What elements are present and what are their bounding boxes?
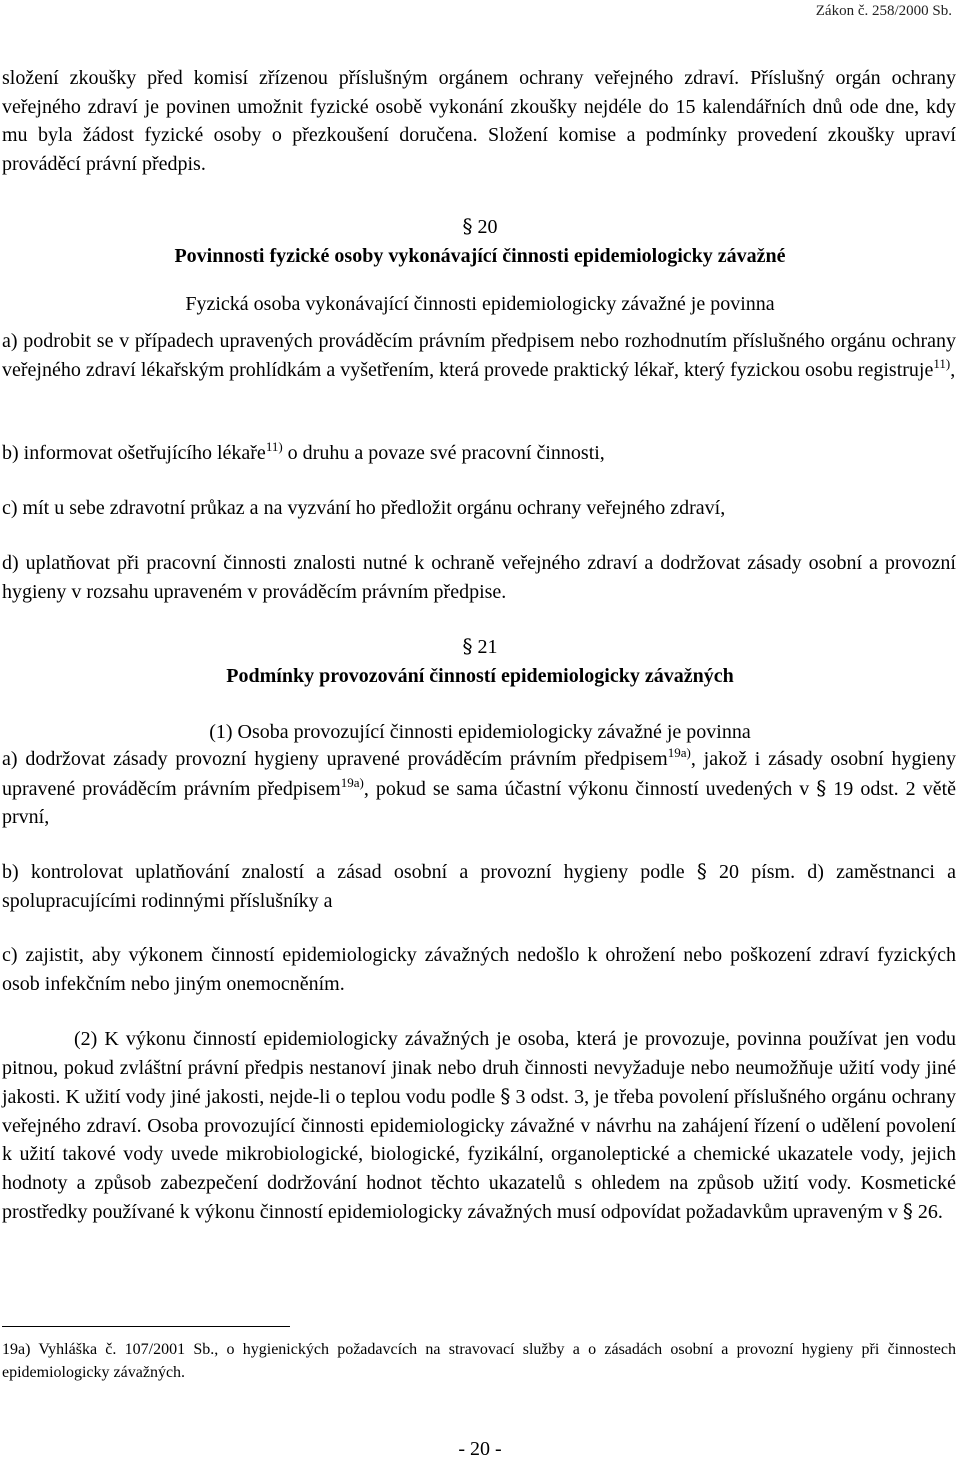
intro-paragraph: složení zkoušky před komisí zřízenou příslušným orgánem ochrany veřejného zdraví. Příslušný orgán ochrany veřejného zdraví je povinen umožnit fyzické osobě vykonání zkoušky nejdéle do 15 kalendářních dnů ode dne, kdy mu byla žádost fyzické osoby o přezkoušení doručena. Složení komise a podmínky provedení zkoušky upraví prováděcí právní předpis. (2, 67, 956, 175)
section-20-number (0, 212, 960, 241)
page-number: - 20 - (458, 1438, 502, 1460)
item-text: b) informovat ošetřujícího lékaře (2, 442, 266, 464)
section-20-item-a (2, 327, 956, 384)
section-21-heading: Podmínky provozování činností epidemiologicky závažných (226, 665, 734, 687)
footnote-ref: 11) (265, 439, 283, 454)
section-20-item-c: c) mít u sebe zdravotní průkaz a na vyzvání ho předložit orgánu ochrany veřejného zdraví, (2, 497, 726, 519)
footnote-ref: 19a) (340, 774, 364, 790)
section-sign: § (696, 859, 707, 883)
section-21-lead: (1) Osoba provozující činnosti epidemiologicky závažné je povinna (209, 721, 751, 743)
section-21-paragraph-2 (2, 1025, 956, 1227)
item-text: a) dodržovat zásady provozní hygieny upravené prováděcím právním předpisem (2, 748, 668, 770)
item-text: a) podrobit se v případech upravených prováděcím právním předpisem nebo rozhodnutím příslušného orgánu ochrany veřejného zdraví lékařským prohlídkám a vyšetřením, která provede praktický lékař, který fyzickou osobu registruje (2, 330, 956, 381)
paragraph-text: (2) K výkonu činností epidemiologicky závažných je osoba, která je provozuje, povinna používat jen vodu pitnou, pokud zvláštní právní předpis nestanoví jinak nebo druh činnosti nevyžaduje nebo neumožňuje užití vody jiné jakosti. K užití vody jiné jakosti, nejde-li o teplou vodu podle (2, 1028, 956, 1108)
item-end: , (950, 358, 956, 381)
section-sign: § (462, 634, 473, 658)
item-text: b) kontrolovat uplatňování znalostí a zásad osobní a provozní hygieny podle (2, 861, 697, 883)
item-text: 19 odst. 2 větě první, (2, 777, 956, 828)
section-21-item-a (2, 745, 956, 832)
section-number: 21 (477, 636, 498, 658)
section-20-heading: Povinnosti fyzické osoby vykonávající činnosti epidemiologicky závažné (174, 245, 786, 267)
section-21-number (0, 632, 960, 661)
item-text: 20 písm. d) zaměstnanci a spolupracujícími rodinnými příslušníky a (2, 861, 956, 912)
section-sign: § (816, 775, 827, 800)
section-21-item-c: c) zajistit, aby výkonem činností epidemiologicky závažných nedošlo k ohrožení nebo poškození zdraví fyzických osob infekčním nebo jiným onemocněním. (2, 944, 956, 995)
footnote: 19a) Vyhláška č. 107/2001 Sb., o hygienických požadavcích na stravovací služby a o zásadách osobní a provozní hygieny při činnostech epidemiologicky závažných. (2, 1341, 956, 1381)
section-sign: § (462, 214, 473, 238)
paragraph-text: 26. (912, 1201, 943, 1223)
footnote-separator (2, 1326, 290, 1327)
section-20-item-d: d) uplatňovat při pracovní činnosti znalosti nutné k ochraně veřejného zdraví a dodržovat zásady osobní a provozní hygieny v rozsahu upraveném v prováděcím právním předpise. (2, 552, 956, 603)
section-sign: § (500, 1084, 511, 1108)
section-20-item-b (2, 439, 956, 468)
item-text: , pokud se sama účastní výkonu činností uvedených v (363, 777, 817, 800)
section-21-item-b (2, 857, 956, 915)
section-sign: § (902, 1199, 913, 1223)
paragraph-text: 3 odst. 3, je třeba povolení příslušného orgánu ochrany veřejného zdraví. Osoba provozující činnosti epidemiologicky závažné v návrhu na zahájení řízení o udělení povolení k užití takové vody uvede mikrobiologické, biologické, fyzikální, organoleptické a chemické ukazatele vody, jejich hodnoty a způsob zabezpečení dodržování hodnot těchto ukazatelů s ohledem na způsob užití vody. Kosmetické prostředky používané k výkonu činností epidemiologicky závažných musí odpovídat požadavkům upraveným v (2, 1086, 956, 1223)
footnote-ref: 11) (933, 355, 951, 371)
section-number: 20 (477, 216, 498, 238)
section-20-lead: Fyzická osoba vykonávající činnosti epidemiologicky závažné je povinna (185, 293, 775, 315)
item-text: , jakož i zásady osobní hygieny upravené prováděcím právním předpisem (2, 748, 956, 800)
item-end: o druhu a povaze své pracovní činnosti, (282, 442, 605, 464)
footnote-ref: 19a) (667, 745, 691, 760)
running-header: Zákon č. 258/2000 Sb. (815, 3, 952, 19)
